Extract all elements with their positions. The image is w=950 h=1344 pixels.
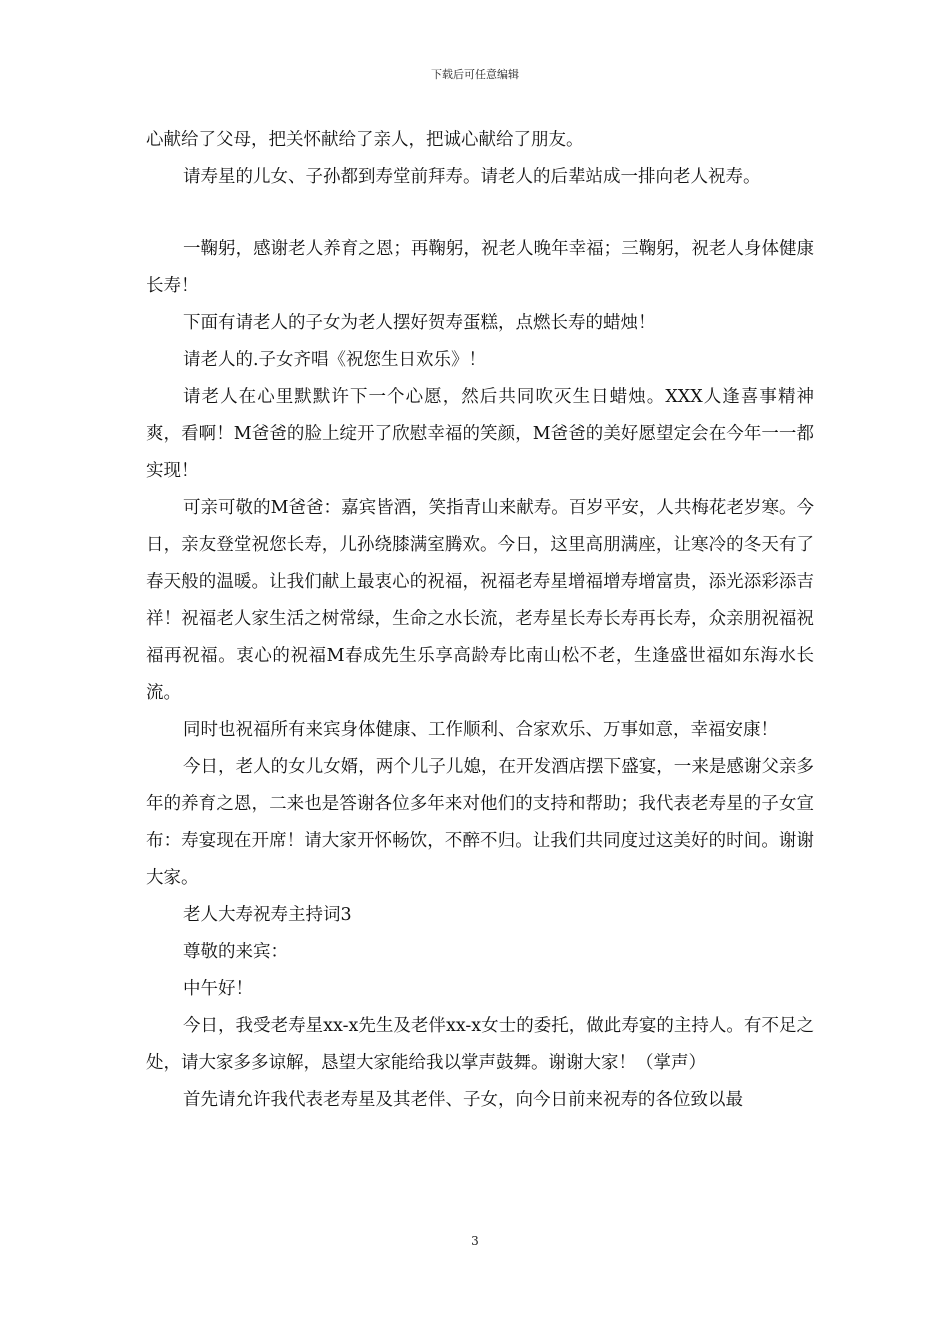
paragraph: 同时也祝福所有来宾身体健康、工作顺利、合家欢乐、万事如意，幸福安康！ — [183, 720, 778, 740]
paragraph: 请寿星的儿女、子孙都到寿堂前拜寿。请老人的后辈站成一排向老人祝寿。 — [183, 167, 761, 187]
paragraph: 尊敬的来宾： — [183, 942, 288, 962]
paragraph: 请老人的.子女齐唱《祝您生日欢乐》！ — [183, 350, 487, 370]
paragraph: 一鞠躬，感谢老人养育之恩；再鞠躬，祝老人晚年幸福；三鞠躬，祝老人身体健康长寿！ — [146, 239, 814, 296]
section-title: 老人大寿祝寿主持词3 — [183, 905, 352, 925]
paragraph-spacer — [146, 196, 814, 231]
paragraph: 今日，老人的女儿女婿，两个儿子儿媳，在开发酒店摆下盛宴，一来是感谢父亲多年的养育之恩，二来也是答谢各位多年来对他们的支持和帮助；我代表老寿星的子女宣布：寿宴现在开席！请大家开怀畅饮，不醉不归。让我们共同度过这美好的时间。谢谢大家。 — [146, 757, 814, 888]
paragraph: 心献给了父母，把关怀献给了亲人，把诚心献给了朋友。 — [146, 130, 584, 150]
page-header: 下载后可任意编辑 — [431, 68, 519, 81]
paragraph: 首先请允许我代表老寿星及其老伴、子女，向今日前来祝寿的各位致以最 — [183, 1090, 743, 1110]
page-number: 3 — [471, 1234, 479, 1248]
paragraph: 可亲可敬的M爸爸：嘉宾皆酒，笑指青山来献寿。百岁平安，人共梅花老岁寒。今日，亲友登堂祝您长寿，儿孙绕膝满室腾欢。今日，这里高朋满座，让寒冷的冬天有了春天般的温暖。让我们献上最衷心的祝福，祝福老寿星增福增寿增富贵，添光添彩添吉祥！祝福老人家生活之树常绿，生命之水长流，老寿星长寿长寿再长寿，众亲朋祝福祝福再祝福。衷心的祝福M春成先生乐享高龄寿比南山松不老，生逢盛世福如东海水长流。 — [146, 498, 814, 703]
paragraph: 今日，我受老寿星xx-x先生及老伴xx-x女士的委托，做此寿宴的主持人。有不足之处，请大家多多谅解，恳望大家能给我以掌声鼓舞。谢谢大家！（掌声） — [146, 1016, 814, 1073]
paragraph: 请老人在心里默默许下一个心愿，然后共同吹灭生日蜡烛。XXX人逢喜事精神爽，看啊！M爸爸的脸上绽开了欣慰幸福的笑颜，M爸爸的美好愿望定会在今年一一都实现！ — [146, 387, 814, 481]
paragraph: 下面有请老人的子女为老人摆好贺寿蛋糕，点燃长寿的蜡烛！ — [183, 313, 656, 333]
document-body — [146, 122, 814, 1119]
paragraph: 中午好！ — [183, 979, 253, 999]
